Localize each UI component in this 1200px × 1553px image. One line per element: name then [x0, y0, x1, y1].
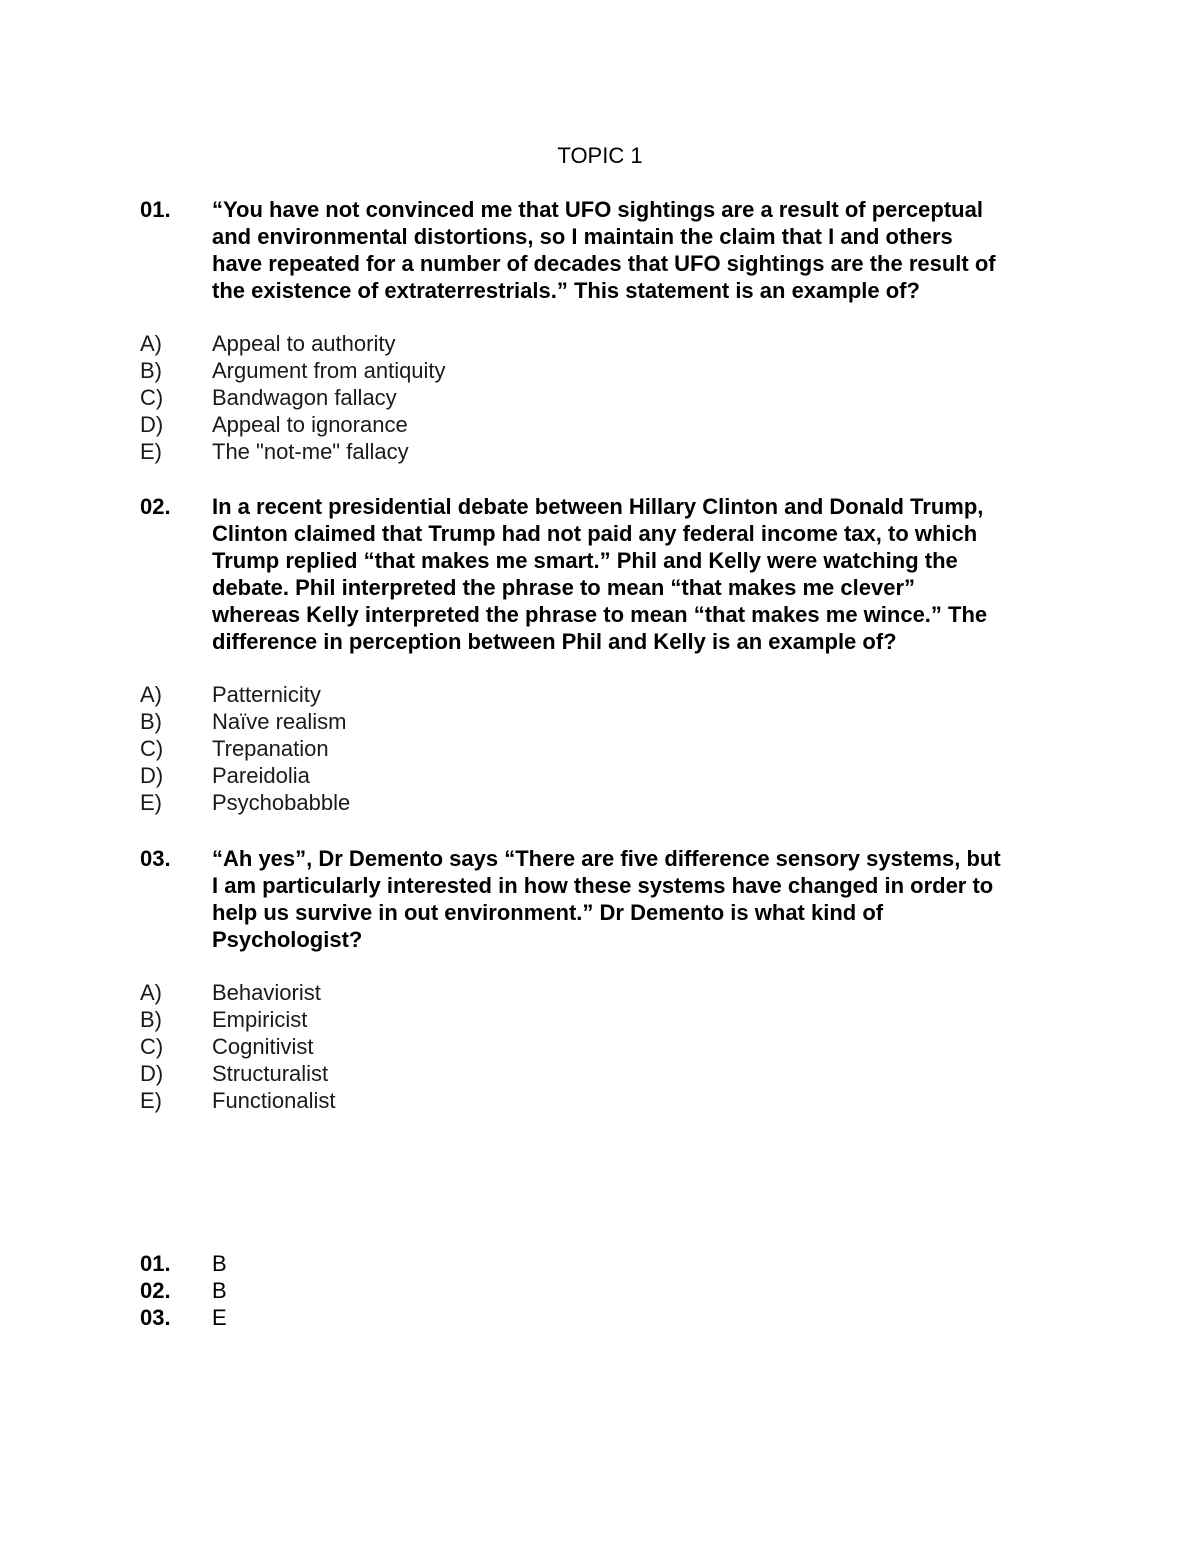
choice-text: Appeal to authority — [212, 331, 396, 356]
question-line: and environmental distortions, so I maintain the claim that I and others — [212, 224, 953, 249]
choice-letter: B) — [140, 1007, 162, 1032]
choice-letter: D) — [140, 763, 164, 788]
question-line: difference in perception between Phil and Kelly is an example of? — [212, 629, 897, 654]
choice-text: Bandwagon fallacy — [212, 385, 397, 410]
choice-d — [140, 411, 1070, 438]
choice-d — [140, 1060, 1070, 1087]
choice-b — [140, 357, 1070, 384]
choice-letter: C) — [140, 1034, 164, 1059]
question-line: I am particularly interested in how these systems have changed in order to — [212, 873, 994, 898]
question-line: help us survive in out environment.” Dr Demento is what kind of — [212, 900, 884, 925]
choice-text: Behaviorist — [212, 980, 321, 1005]
question-number: 03. — [140, 846, 171, 871]
answer-choices — [140, 330, 1070, 465]
answer-value: B — [212, 1278, 227, 1303]
choice-letter: C) — [140, 736, 164, 761]
choice-a — [140, 681, 1070, 708]
choice-letter: D) — [140, 1061, 164, 1086]
choice-letter: E) — [140, 1088, 162, 1113]
choice-letter: E) — [140, 790, 162, 815]
question-line: “Ah yes”, Dr Demento says “There are five difference sensory systems, but — [212, 846, 1001, 871]
question-text — [212, 196, 1070, 304]
question-3 — [140, 845, 1070, 1114]
answer-number: 01. — [140, 1251, 171, 1276]
question-line: “You have not convinced me that UFO sightings are a result of perceptual — [212, 197, 983, 222]
choice-letter: B) — [140, 358, 162, 383]
choice-text: Naïve realism — [212, 709, 347, 734]
answer-value: B — [212, 1251, 227, 1276]
choice-text: Psychobabble — [212, 790, 351, 815]
answer-number: 02. — [140, 1278, 171, 1303]
choice-e — [140, 438, 1070, 465]
choice-text: Patternicity — [212, 682, 321, 707]
question-text — [212, 493, 1070, 655]
question-text — [212, 845, 1070, 953]
question-line: In a recent presidential debate between Hillary Clinton and Donald Trump, — [212, 494, 984, 519]
choice-d — [140, 762, 1070, 789]
question-line: Trump replied “that makes me smart.” Phil and Kelly were watching the — [212, 548, 958, 573]
choice-text: Empiricist — [212, 1007, 308, 1032]
choice-e — [140, 789, 1070, 816]
question-line: Psychologist? — [212, 927, 363, 952]
choice-text: Argument from antiquity — [212, 358, 446, 383]
choice-text: Cognitivist — [212, 1034, 314, 1059]
page-title: TOPIC 1 — [557, 143, 643, 168]
choice-text: Trepanation — [212, 736, 329, 761]
question-1 — [140, 196, 1070, 465]
question-stem — [140, 845, 1070, 953]
choice-e — [140, 1087, 1070, 1114]
choice-c — [140, 735, 1070, 762]
choice-a — [140, 979, 1070, 1006]
choice-letter: A) — [140, 331, 162, 356]
answer-choices — [140, 681, 1070, 816]
question-2 — [140, 493, 1070, 816]
question-line: have repeated for a number of decades that UFO sightings are the result of — [212, 251, 996, 276]
choice-letter: A) — [140, 682, 162, 707]
answer-value: E — [212, 1305, 227, 1330]
choice-a — [140, 330, 1070, 357]
question-line: whereas Kelly interpreted the phrase to mean “that makes me wince.” The — [212, 602, 988, 627]
question-number: 02. — [140, 494, 171, 519]
choice-text: Structuralist — [212, 1061, 329, 1086]
question-line: the existence of extraterrestrials.” This statement is an example of? — [212, 278, 920, 303]
choice-b — [140, 708, 1070, 735]
choice-letter: D) — [140, 412, 164, 437]
choice-text: The "not-me" fallacy — [212, 439, 409, 464]
choice-text: Pareidolia — [212, 763, 310, 788]
choice-b — [140, 1006, 1070, 1033]
choice-letter: C) — [140, 385, 164, 410]
answer-number: 03. — [140, 1305, 171, 1330]
choice-letter: E) — [140, 439, 162, 464]
question-line: Clinton claimed that Trump had not paid any federal income tax, to which — [212, 521, 978, 546]
choice-c — [140, 384, 1070, 411]
choice-letter: B) — [140, 709, 162, 734]
choice-text: Appeal to ignorance — [212, 412, 408, 437]
question-stem — [140, 493, 1070, 655]
choice-c — [140, 1033, 1070, 1060]
answer-choices — [140, 979, 1070, 1114]
question-number: 01. — [140, 197, 171, 222]
question-stem — [140, 196, 1070, 304]
choice-letter: A) — [140, 980, 162, 1005]
choice-text: Functionalist — [212, 1088, 336, 1113]
question-line: debate. Phil interpreted the phrase to mean “that makes me clever” — [212, 575, 916, 600]
